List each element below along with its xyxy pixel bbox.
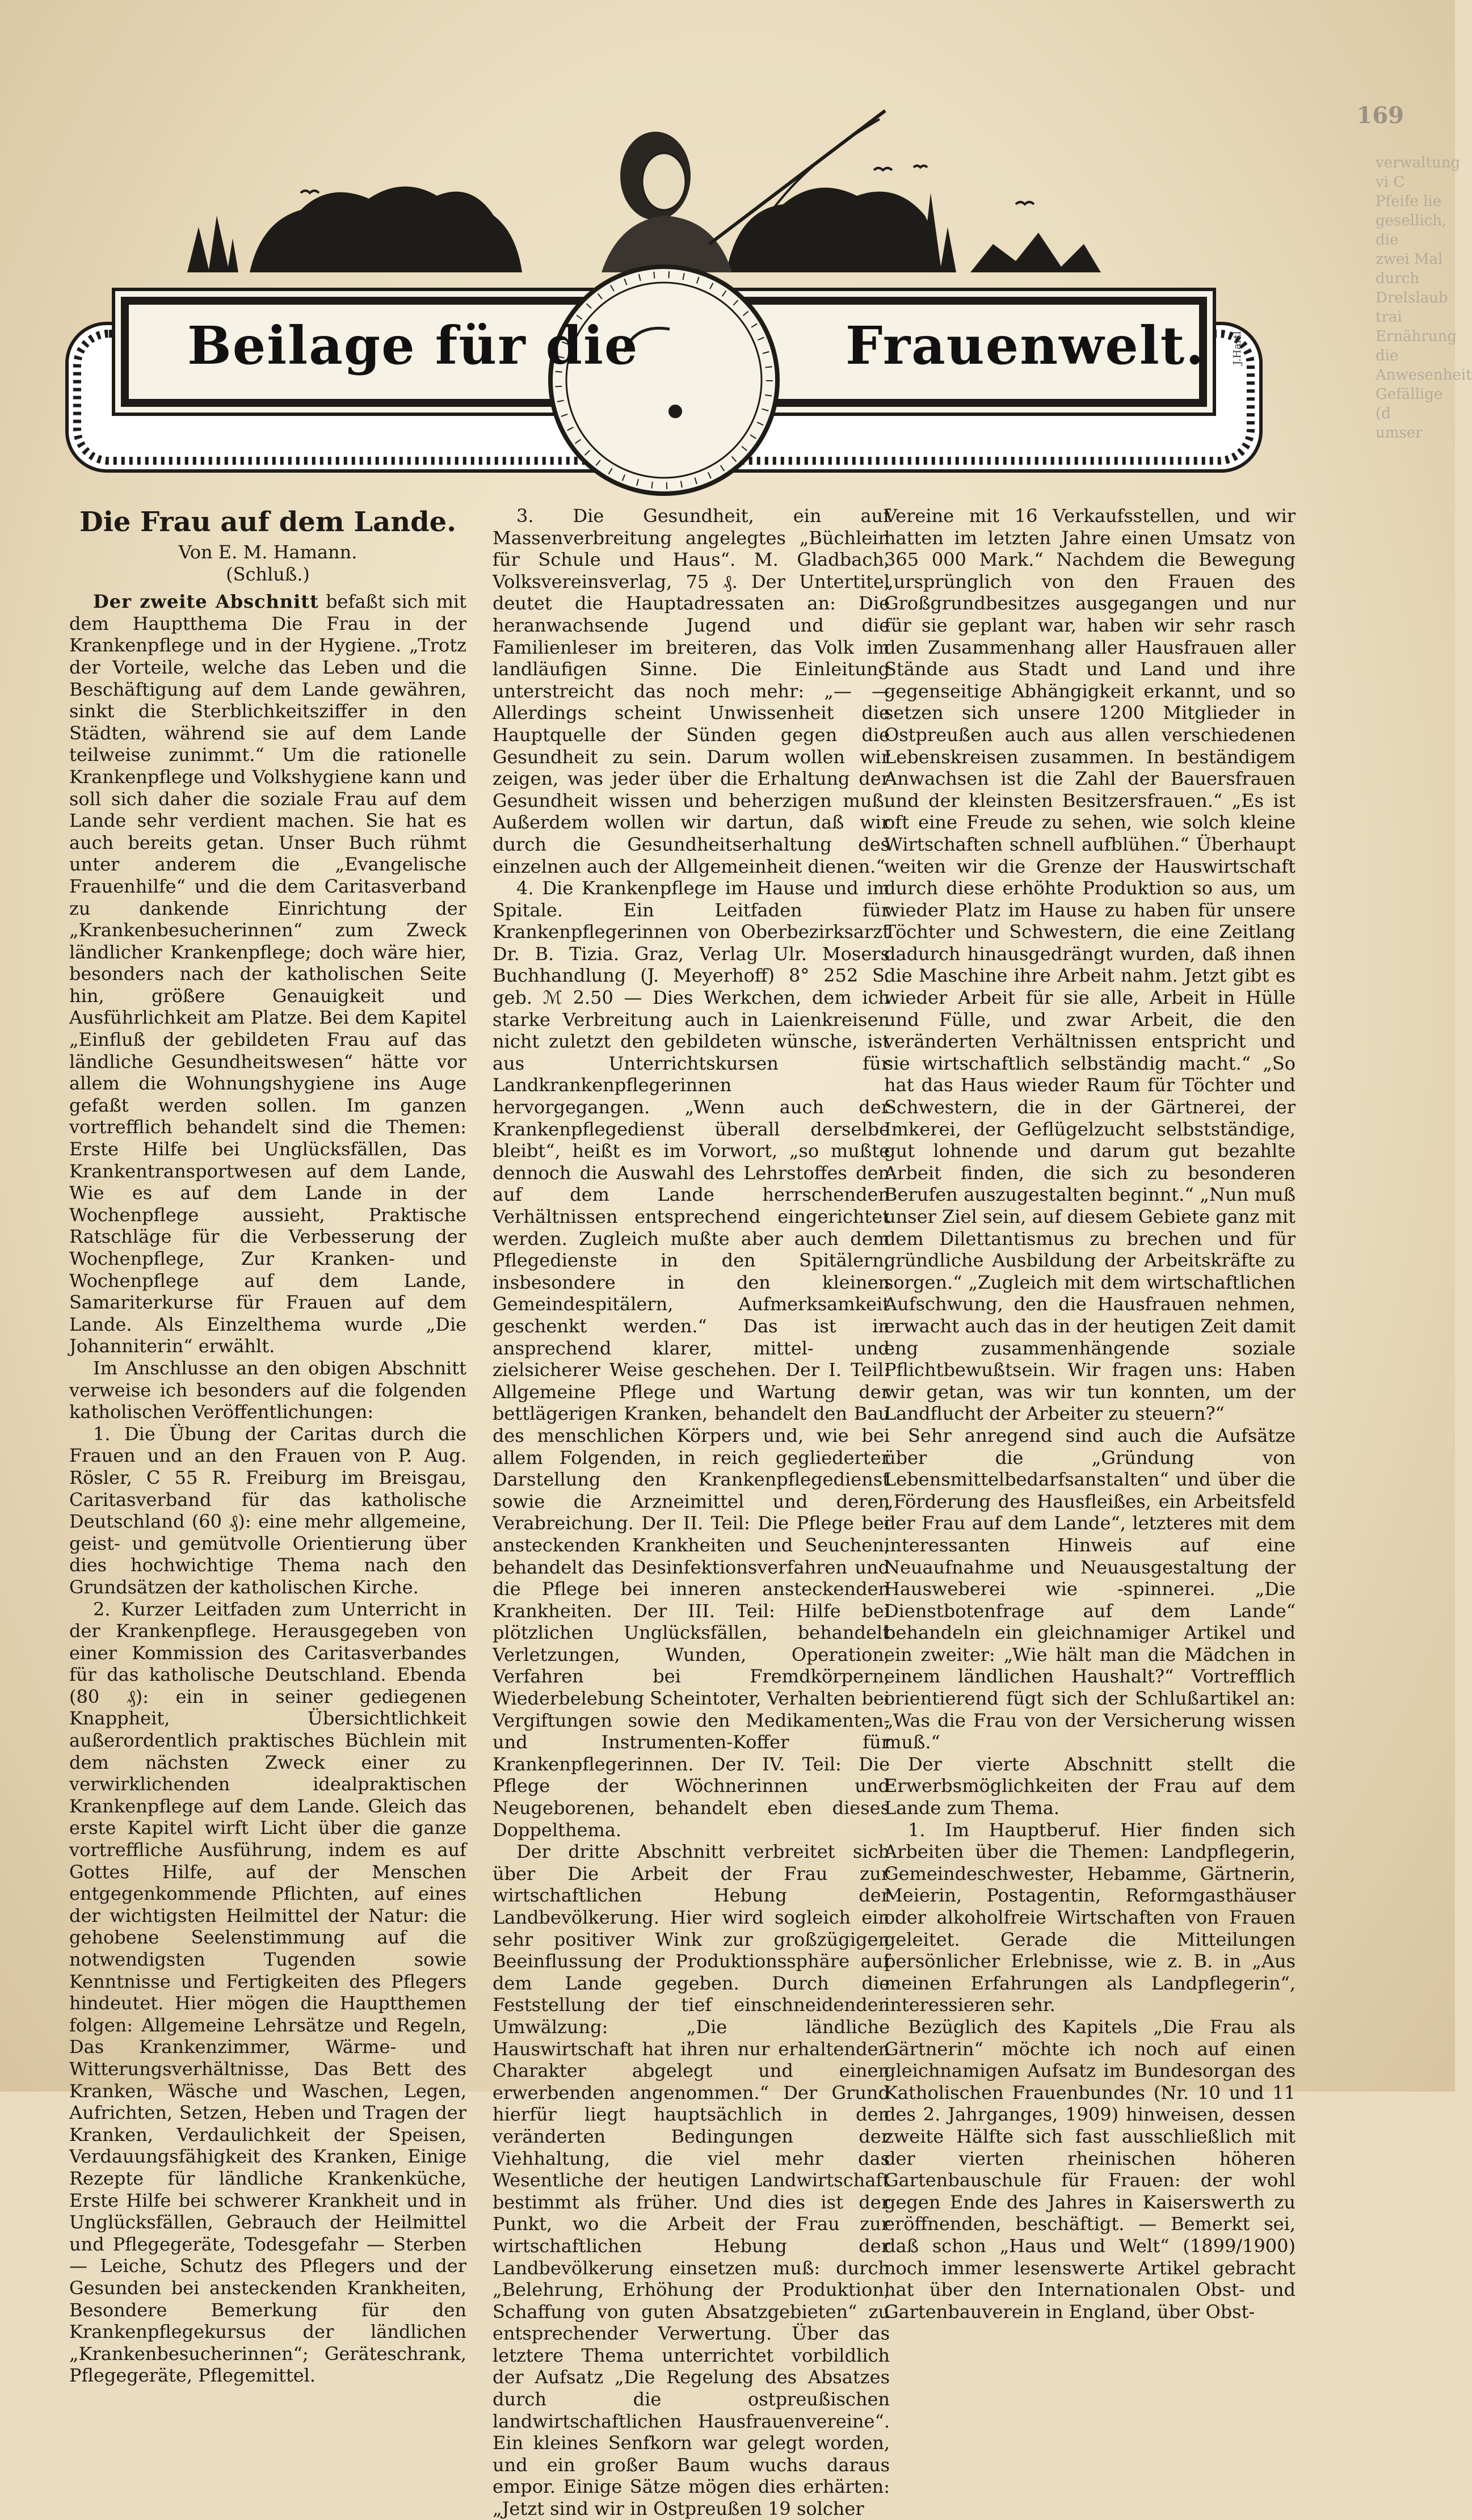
column-2 (493, 505, 890, 2520)
banner-illustration (62, 96, 1265, 488)
artist-signature: J.Hartl. (1231, 327, 1244, 365)
paragraph: Bezüglich des Kapitels „Die Frau als Gärtnerin“ möchte ich noch auf einen gleichnamigen Aufsatz im Bundesorgan des Katholischen Frauenbundes (Nr. 10 und 11 des 2. Jahrganges, 1909) hinweisen, dessen zweite Hälfte sich fast ausschließlich mit der vierten rheinischen höheren Gartenbauschule für Frauen: der wohl gegen Ende des Jahres in Kaiserswerth zu eröffnenden, beschäftigt. — Bemerkt sei, daß schon „Haus und Welt“ (1899/1900) noch immer lesenswerte Artikel gebracht hat über den Internationalen Obst- und Gartenbauverein in England, über Obst- (884, 2016, 1296, 2323)
bleed-through-text (1376, 153, 1472, 443)
bleed-line: Gefällige (d (1376, 386, 1443, 422)
paragraph: Im Anschlusse an den obigen Abschnitt verweise ich besonders auf die folgenden katholischen Veröffentlichungen: (69, 1357, 466, 1423)
header-title-left: Beilage für die (187, 315, 639, 376)
column-1 (69, 505, 466, 2387)
header-banner (62, 96, 1265, 488)
article-title: Die Frau auf dem Lande. (79, 506, 456, 538)
header-title-right: Frauenwelt. (846, 315, 1205, 376)
bleed-line: gesellich, die (1376, 212, 1447, 249)
paragraph: 4. Die Krankenpflege im Hause und im Spitale. Ein Leitfaden für Krankenpflegerinnen von Oberbezirksarzt Dr. B. Tizia. Graz, Verlag Ulr. Mosers Buchhandlung (J. Meyerhoff) 8° 252 S. geb. ℳ 2.50 — Dies Werkchen, dem ich starke Verbreitung auch in Laienkreisen nicht zuletzt den gebildeten wünsche, ist aus Unterrichtskursen für Landkrankenpflegerinnen hervorgegangen. „Wenn auch der Krankenpflegedienst überall derselbe bleibt“, heißt es im Vorwort, „so mußte dennoch die Auswahl des Lehrstoffes den auf dem Lande herrschenden Verhältnissen entsprechend eingerichtet werden. Zugleich mußte aber auch dem Pflegedienste in den Spitälern, insbesondere in den kleinen Gemeindespitälern, Aufmerksamkeit geschenkt werden.“ Das ist in ansprechend klarer, mittel- und zielsicherer Weise geschehen. Der I. Teil: Allgemeine Pflege und Wartung der bettlägerigen Kranken, behandelt den Bau des menschlichen Körpers und, wie bei allem Folgenden, in reich gegliederter Darstellung den Krankenpflegedienst sowie die Arzneimittel und deren Verabreichung. Der II. Teil: Die Pflege bei ansteckenden Krankheiten und Seuchen, behandelt das Desinfektionsverfahren und die Pflege bei inneren ansteckenden Krankheiten. Der III. Teil: Hilfe bei plötzlichen Unglücksfällen, behandelt Verletzungen, Wunden, Operation, Verfahren bei Fremdkörpern, Wiederbelebung Scheintoter, Verhalten bei Vergiftungen sowie den Medikamenten- und Instrumenten-Koffer für Krankenpflegerinnen. Der IV. Teil: Die Pflege der Wöchnerinnen und Neugeborenen, behandelt eben dieses Doppelthema. (493, 877, 890, 1841)
bleed-line: Anwesenheit (1376, 367, 1472, 384)
bleed-line: zwei Mal durch (1376, 251, 1443, 287)
bleed-line: verwaltung vi C (1376, 154, 1461, 191)
bleed-line: Ernährung die (1376, 328, 1457, 364)
section-lead: Der zweite Abschnitt (93, 591, 319, 613)
article-continuation: (Schluß.) (226, 563, 310, 585)
paragraph: Der zweite Abschnitt befaßt sich mit dem Hauptthema Die Frau in der Krankenpflege und in der Hygiene. „Trotz der Vorteile, welche das Leben und die Beschäftigung auf dem Lande gewähren, sinkt die Sterblichkeitsziffer in den Städten, während sie auf dem Lande teilweise zunimmt.“ Um die rationelle Krankenpflege und Volkshygiene kann und soll sich daher die soziale Frau auf dem Lande sehr verdient machen. Sie hat es auch bereits getan. Unser Buch rühmt unter anderem die „Evangelische Frauenhilfe“ und die dem Caritasverband zu dankende Einrichtung der „Krankenbesucherinnen“ zum Zweck ländlicher Krankenpflege; doch wäre hier, besonders nach der katholischen Seite hin, größere Genauigkeit und Ausführlichkeit am Platze. Bei dem Kapitel „Einfluß der gebildeten Frau auf das ländliche Gesundheitswesen“ hätte vor allem die Wohnungshygiene ins Auge gefaßt werden sollen. Im ganzen vortrefflich behandelt sind die Themen: Erste Hilfe bei Unglücksfällen, Das Krankentransportwesen auf dem Lande, Wie es auf dem Lande in der Wochenpflege aussieht, Praktische Ratschläge für die Verbesserung der Wochenpflege, Zur Kranken- und Wochenpflege auf dem Lande, Samariterkurse für Frauen auf dem Lande. Als Einzelthema wurde „Die Johanniterin“ erwählt. (69, 591, 466, 1357)
paragraph: 2. Kurzer Leitfaden zum Unterricht in der Krankenpflege. Herausgegeben von einer Kommission des Caritasverbandes für das katholische Deutschland. Ebenda (80 ₰): ein in seiner gediegenen Knappheit, Übersichtlichkeit außerordentlich praktisches Büchlein mit dem nächsten Zweck einer zu verwirklichenden idealpraktischen Krankenpflege auf dem Lande. Gleich das erste Kapitel wirft Licht über die ganze vortreffliche Ausführung, indem es auf Gottes Hilfe, auf der Menschen entgegenkommende Pflichten, auf eines der wichtigsten Heilmittel der Natur: die gehobene Seelenstimmung auf die notwendigsten Tugenden sowie Kenntnisse und Fertigkeiten des Pflegers hindeutet. Hier mögen die Hauptthemen folgen: Allgemeine Lehrsätze und Regeln, Das Krankenzimmer, Wärme- und Witterungsverhältnisse, Das Bett des Kranken, Wäsche und Waschen, Legen, Aufrichten, Setzen, Heben und Tragen der Kranken, Verdaulichkeit der Speisen, Verdauungsfähigkeit des Kranken, Einige Rezepte für ländliche Krankenküche, Erste Hilfe bei schwerer Krankheit und in Unglücksfällen, Gebrauch der Heilmittel und Pflegegeräte, Todesgefahr — Sterben — Leiche, Schutz des Pflegers und der Gesunden bei ansteckenden Krankheiten, Besondere Bemerkung für den Krankenpflegekursus der ländlichen „Krankenbesucherinnen“; Geräteschrank, Pflegegeräte, Pflegemittel. (69, 1598, 466, 2387)
bleed-line: Pfeife lie (1376, 193, 1442, 210)
article-byline: Von E. M. Hamann. (178, 541, 358, 563)
paragraph: 1. Im Hauptberuf. Hier finden sich Arbeiten über die Themen: Landpflegerin, Gemeindeschwester, Hebamme, Gärtnerin, Meierin, Postagentin, Reformgasthäuser oder alkoholfreie Wirtschaften von Frauen geleitet. Gerade die Mitteilungen persönlicher Erlebnisse, wie z. B. in „Aus meinen Erfahrungen als Landpflegerin“, interessieren sehr. (884, 1819, 1296, 2016)
paragraph: Sehr anregend sind auch die Aufsätze über die „Gründung von Lebensmittelbedarfsanstalten“ und über die „Förderung des Hausfleißes, ein Arbeitsfeld der Frau auf dem Lande“, letzteres mit dem interessanten Hinweis auf eine Neuaufnahme und Neuausgestaltung der Hausweberei wie -spinnerei. „Die Dienstbotenfrage auf dem Lande“ behandeln ein gleichnamiger Artikel und ein zweiter: „Wie hält man die Mädchen in einem ländlichen Haushalt?“ Vortrefflich orientierend fügt sich der Schlußartikel an: „Was die Frau von der Versicherung wissen muß.“ (884, 1424, 1296, 1753)
paragraph: 1. Die Übung der Caritas durch die Frauen und an den Frauen von P. Aug. Rösler, C 55 R. Freiburg im Breisgau, Caritasverband für das katholische Deutschland (60 ₰): eine mehr allgemeine, geist- und gemütvolle Orientierung über dies hochwichtige Thema nach den Grundsätzen der katholischen Kirche. (69, 1423, 466, 1598)
paragraph: Vereine mit 16 Verkaufsstellen, und wir hatten im letzten Jahre einen Umsatz von 365 000 Mark.“ Nachdem die Bewegung „ursprünglich von den Frauen des Großgrundbesitzes ausgegangen und nur für sie geplant war, haben wir sehr rasch den Zusammenhang aller Hausfrauen aller Stände aus Stadt und Land und ihre gegenseitige Abhängigkeit erkannt, und so setzen sich unsere 1200 Mitglieder in Ostpreußen auch aus allen verschiedenen Lebenskreisen zusammen. In beständigem Anwachsen ist die Zahl der Bauersfrauen und der kleinsten Besitzersfrauen.“ „Es ist oft eine Freude zu sehen, wie solch kleine Wirtschaften schnell aufblühen.“ Überhaupt weiten wir die Grenze der Hauswirtschaft durch diese erhöhte Produktion so aus, um wieder Platz im Hause zu haben für unsere Töchter und Schwestern, die eine Zeitlang dadurch hinausgedrängt wurden, daß ihnen die Maschine ihre Arbeit nahm. Jetzt gibt es wieder Arbeit für sie alle, Arbeit in Hülle und Fülle, und zwar Arbeit, die den veränderten Verhältnissen entspricht und sie wirtschaftlich selbständig macht.“ „So hat das Haus wieder Raum für Töchter und Schwestern, die in der Gärtnerei, der Imkerei, der Geflügelzucht selbstständige, gut lohnende und darum gut bezahlte Arbeit finden, die sich zu besonderen Berufen auszugestalten beginnt.“ „Nun muß unser Ziel sein, auf diesem Gebiete ganz mit dem Dilettantismus zu brechen und für gründliche Ausbildung der Arbeitskräfte zu sorgen.“ „Zugleich mit dem wirtschaftlichen Aufschwung, den die Hausfrauen nehmen, erwacht auch das in der heutigen Zeit damit eng zusammenhängende soziale Pflichtbewußtsein. Wir fragen uns: Haben wir getan, was wir tun konnten, um der Landflucht der Arbeiter zu steuern?“ (884, 505, 1296, 1425)
column-3 (884, 505, 1296, 2323)
paragraph: Der dritte Abschnitt verbreitet sich über Die Arbeit der Frau zur wirtschaftlichen Hebung der Landbevölkerung. Hier wird sogleich ein sehr positiver Wink zur großzügigen Beeinflussung der Produktionssphäre auf dem Lande gegeben. Durch die Feststellung der tief einschneidenden Umwälzung: „Die ländliche Hauswirtschaft hat ihren nur erhaltenden Charakter abgelegt und einen erwerbenden angenommen.“ Der Grund hierfür liegt hauptsächlich in den veränderten Bedingungen der Viehhaltung, die viel mehr das Wesentliche der heutigen Landwirtschaft bestimmt als früher. Und dies ist der Punkt, wo die Arbeit der Frau zur wirtschaftlichen Hebung der Landbevölkerung einsetzen muß: durch „Belehrung, Erhöhung der Produktion, Schaffung von guten Absatzgebieten“ zu entsprechender Verwertung. Über das letztere Thema unterrichtet vorbildlich der Aufsatz „Die Regelung des Absatzes durch die ostpreußischen landwirtschaftlichen Hausfrauenvereine“. Ein kleines Senfkorn war gelegt worden, und ein großer Baum wuchs daraus empor. Einige Sätze mögen dies erhärten: „Jetzt sind wir in Ostpreußen 19 solcher (493, 1841, 890, 2520)
page-number: 169 (1356, 102, 1404, 129)
bleed-line: umser (1376, 424, 1423, 441)
paragraph: Der vierte Abschnitt stellt die Erwerbsmöglichkeiten der Frau auf dem Lande zum Thema. (884, 1753, 1296, 1819)
bleed-line: Drelslaub trai (1376, 289, 1448, 326)
paragraph: 3. Die Gesundheit, ein auf Massenverbreitung angelegtes „Büchlein für Schule und Haus“. M. Gladbach, Volksvereinsverlag, 75 ₰. Der Untertitel deutet die Hauptadressaten an: Die heranwachsende Jugend und die Familienleser im breiteren, das Volk im landläufigen Sinne. Die Einleitung unterstreicht das noch mehr: „— — Allerdings scheint Unwissenheit die Hauptquelle der Sünden gegen die Gesundheit zu sein. Darum wollen wir zeigen, was jeder über die Erhaltung der Gesundheit wissen und beherzigen muß. Außerdem wollen wir dartun, daß wir durch die Gesundheitserhaltung des einzelnen auch der Allgemeinheit dienen.“ (493, 505, 890, 877)
